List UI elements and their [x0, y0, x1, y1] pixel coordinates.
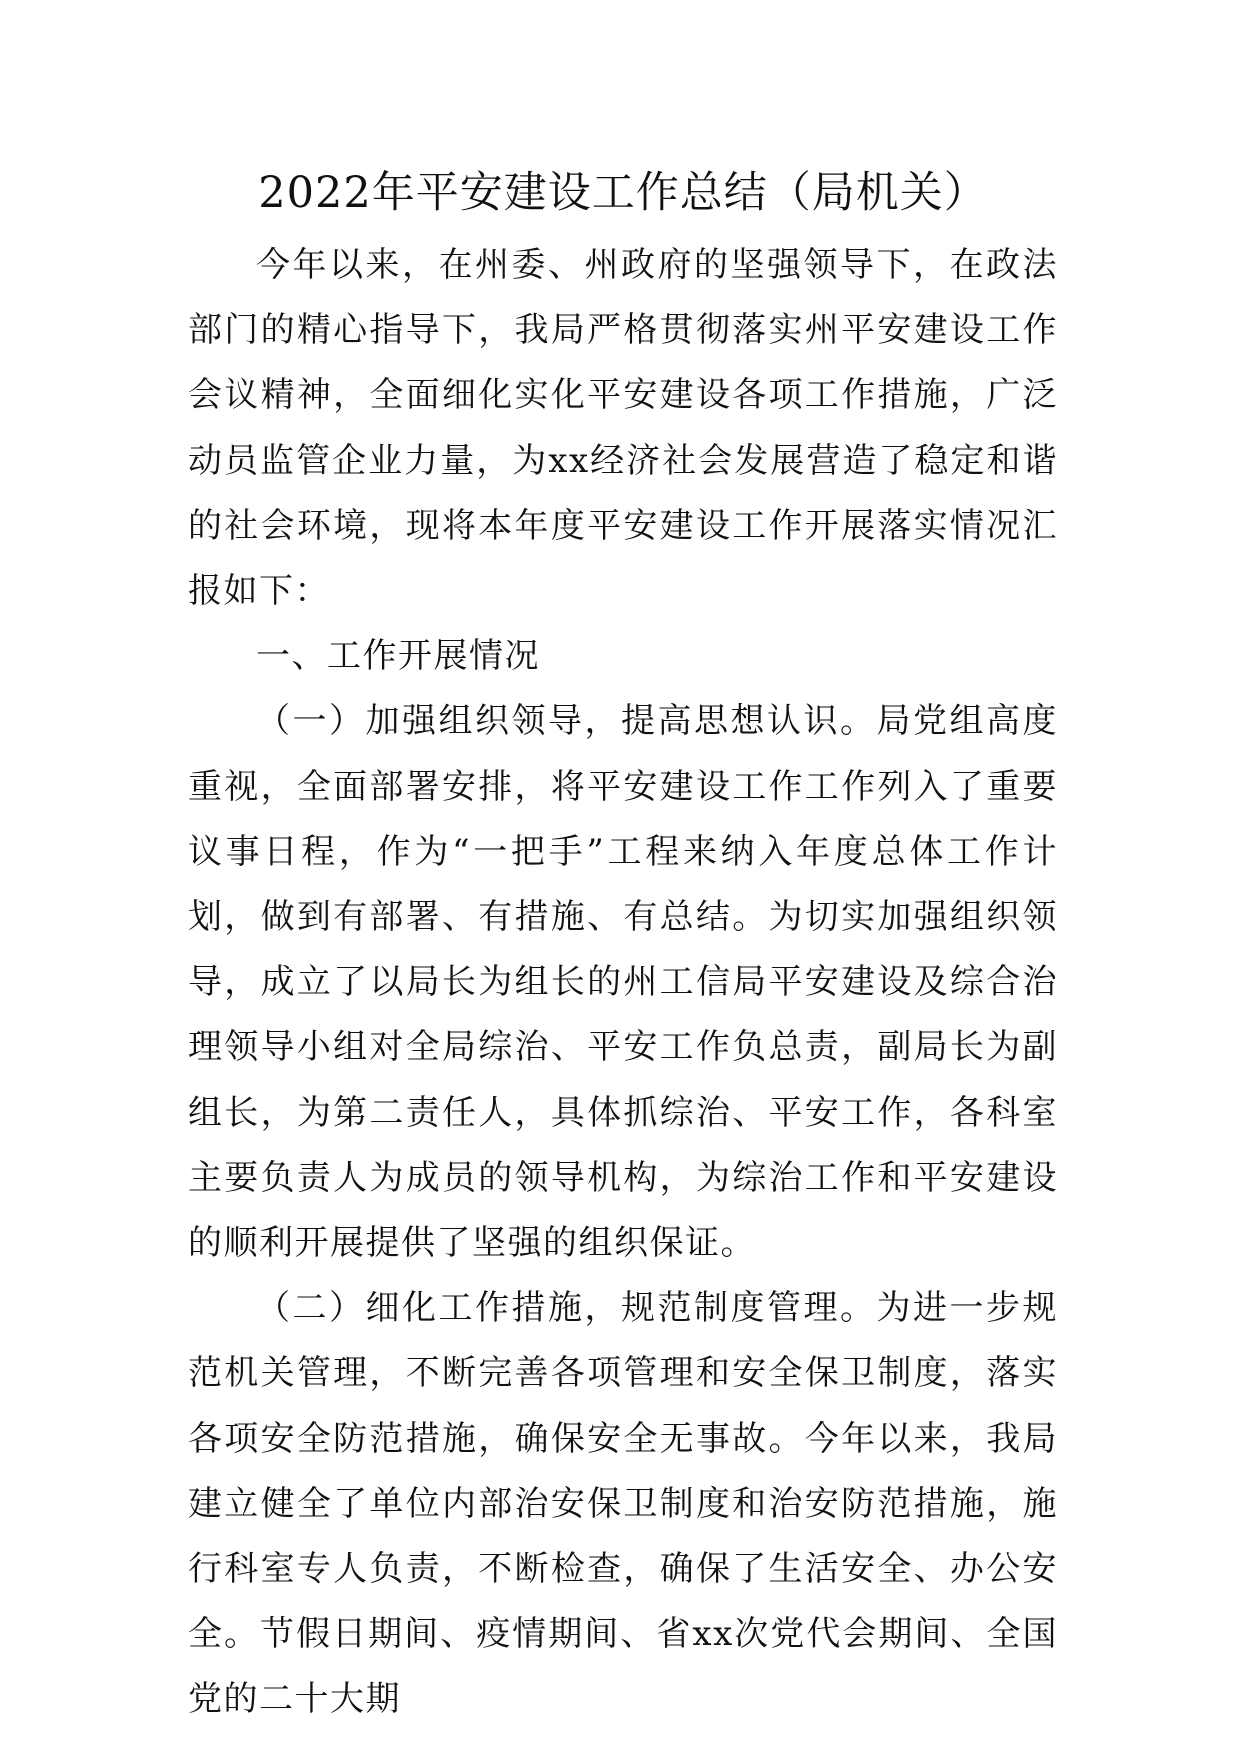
- document-title: 2022年平安建设工作总结（局机关）: [258, 168, 988, 218]
- document-body: [188, 233, 1058, 1733]
- intro-paragraph: 今年以来，在州委、州政府的坚强领导下，在政法部门的精心指导下，我局严格贯彻落实州平安建设工作会议精神，全面细化实化平安建设各项工作措施，广泛动员监管企业力量，为xx经济社会发展营造了稳定和谐的社会环境，现将本年度平安建设工作开展落实情况汇报如下：: [188, 245, 1058, 612]
- section-paragraph-1: （一）加强组织领导，提高思想认识。局党组高度重视，全面部署安排，将平安建设工作工作列入了重要议事日程，作为“一把手”工程来纳入年度总体工作计划，做到有部署、有措施、有总结。为切实加强组织领导，成立了以局长为组长的州工信局平安建设及综合治理领导小组对全局综治、平安工作负总责，副局长为副组长，为第二责任人，具体抓综治、平安工作，各科室主要负责人为成员的领导机构，为综治工作和平安建设的顺利开展提供了坚强的组织保证。: [188, 701, 1058, 1264]
- section-heading: 一、工作开展情况: [256, 636, 540, 677]
- section-paragraph-2: （二）细化工作措施，规范制度管理。为进一步规范机关管理，不断完善各项管理和安全保卫制度，落实各项安全防范措施，确保安全无事故。今年以来，我局建立健全了单位内部治安保卫制度和治安防范措施，施行科室专人负责，不断检查，确保了生活安全、办公安全。节假日期间、疫情期间、省xx次党代会期间、全国党的二十大期: [188, 1288, 1058, 1720]
